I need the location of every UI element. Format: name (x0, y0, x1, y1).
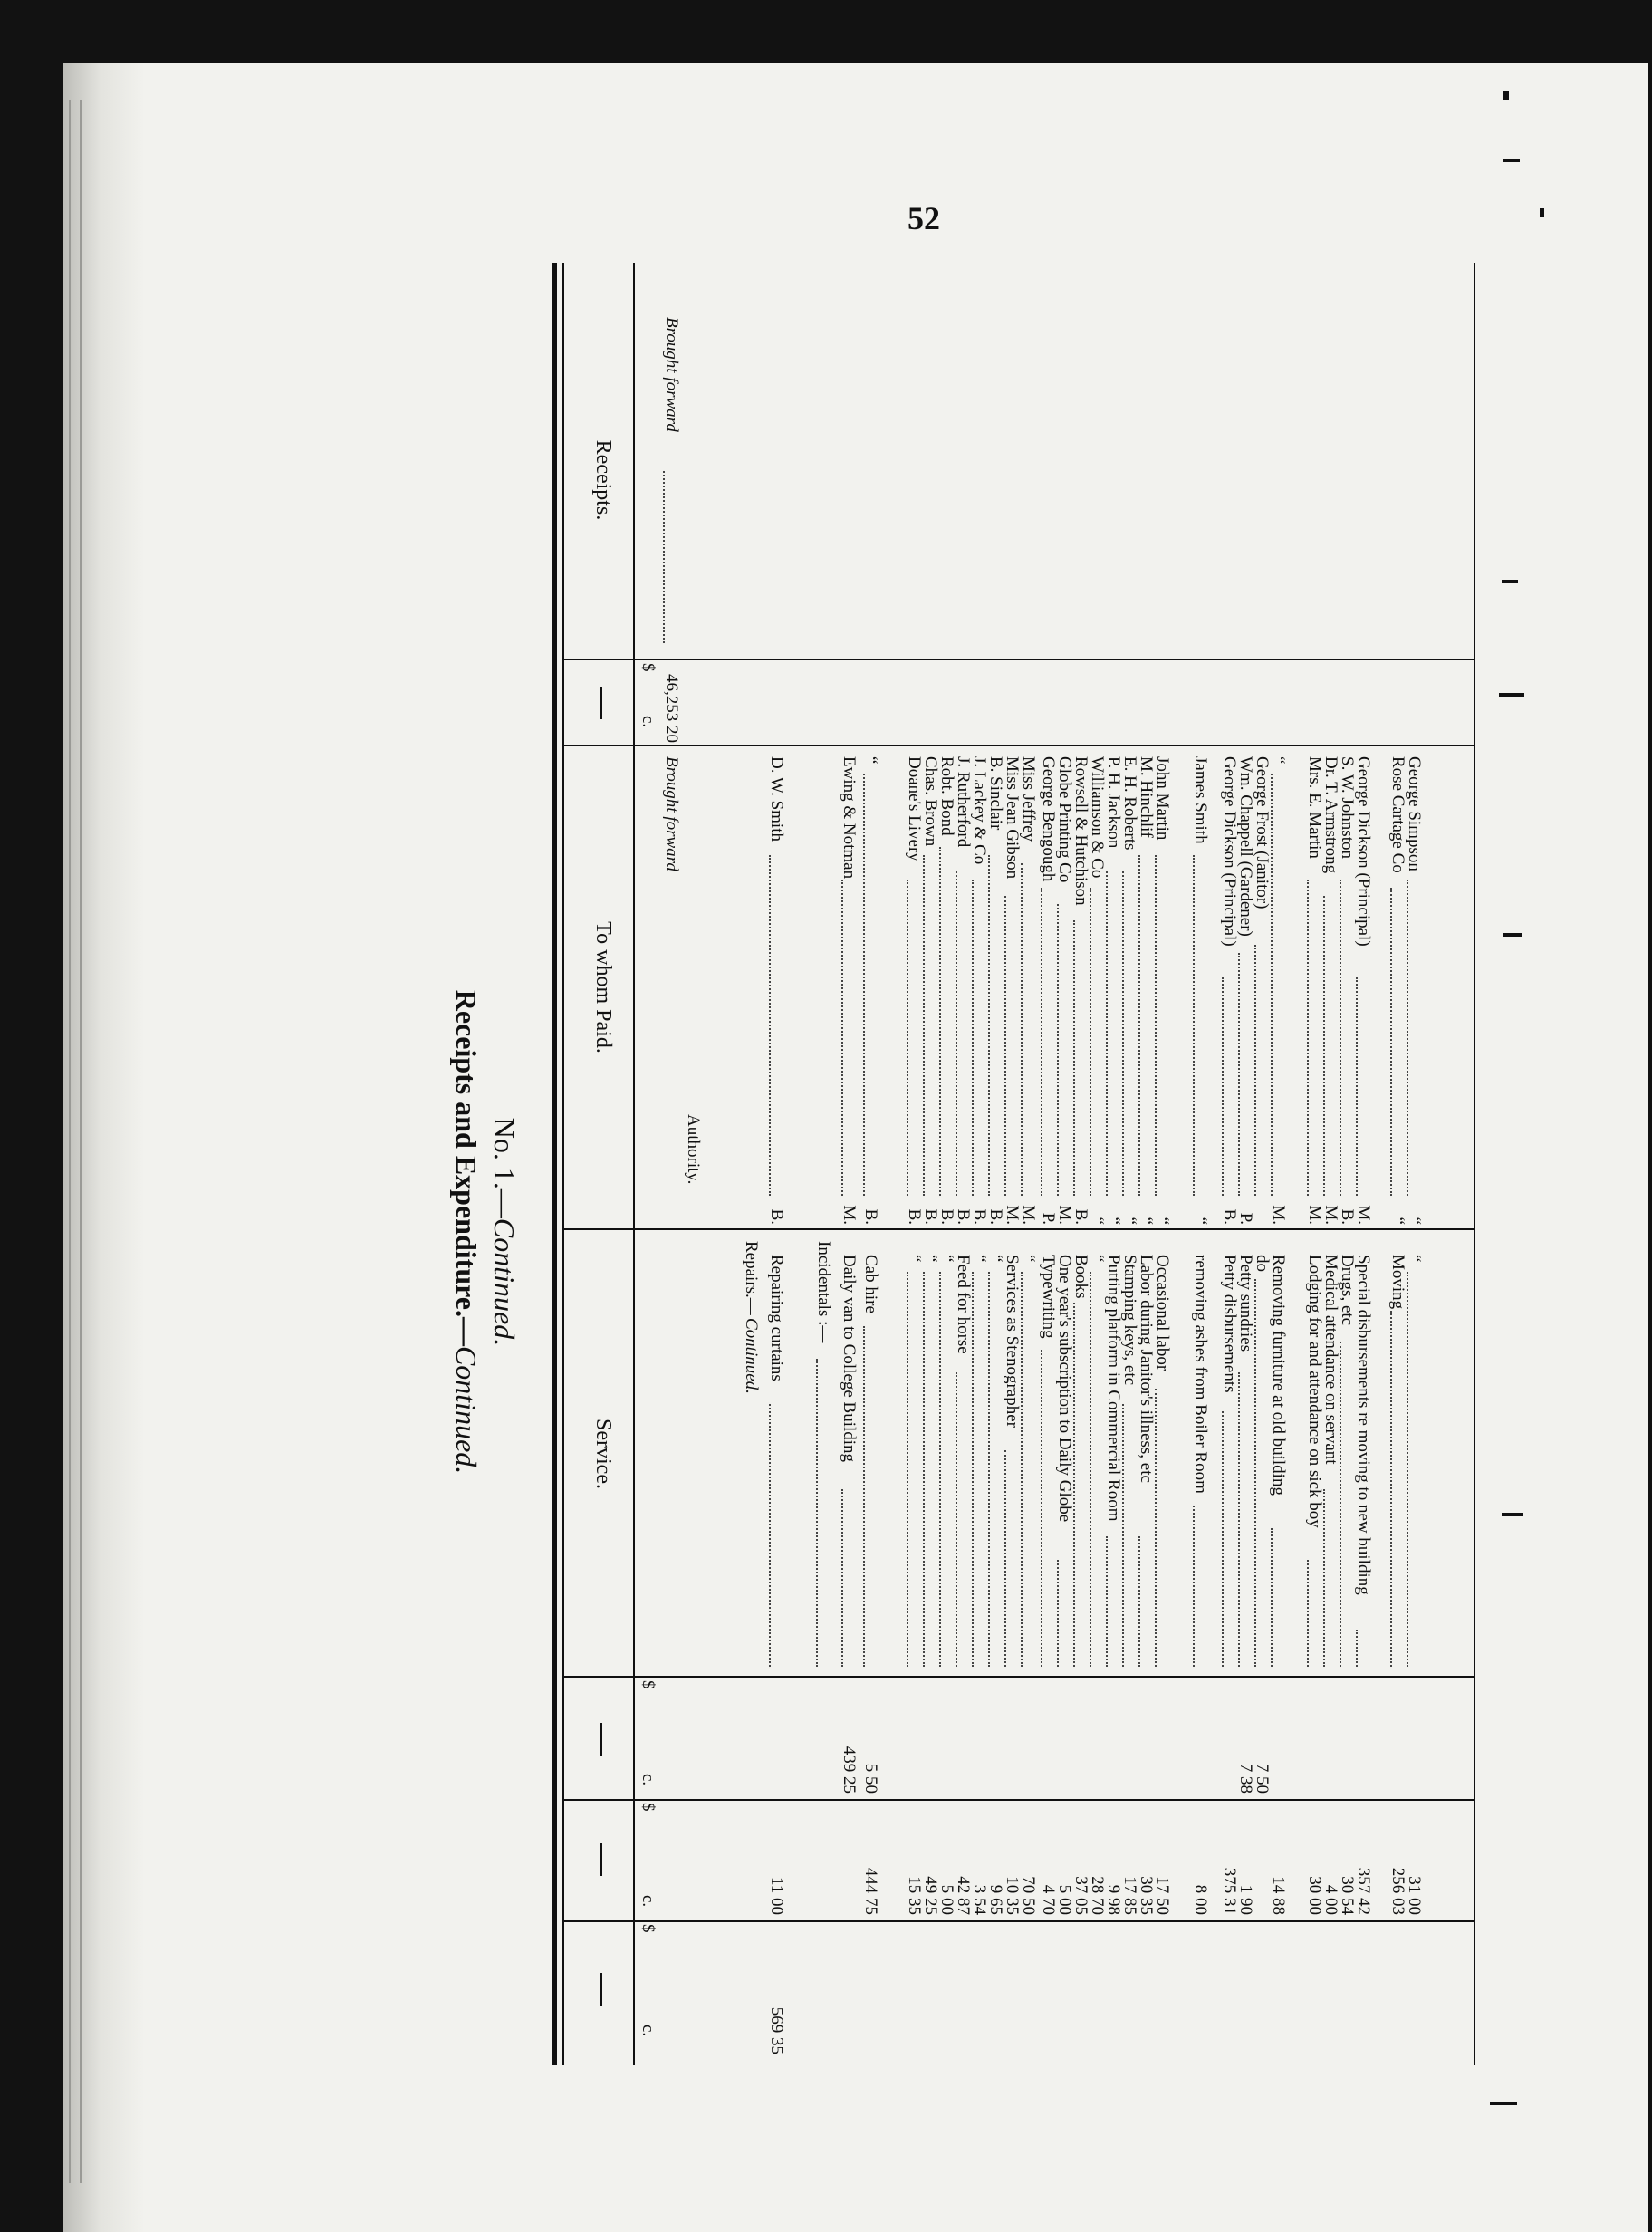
leader-dots (1407, 880, 1408, 1196)
leader-dots (1390, 888, 1392, 1196)
amount-second-column: 8 00 (1191, 1884, 1210, 1915)
amount-second-column: 5 00 (937, 1884, 956, 1915)
leader-dots (1356, 1630, 1358, 1667)
leader-dots (663, 471, 665, 643)
service-description: removing ashes from Boiler Room (1191, 1255, 1210, 1494)
service-description: Lodging for and attendance on sick boy (1305, 1255, 1324, 1528)
authority-code: B. (861, 1208, 880, 1225)
service-description: “ (921, 1255, 940, 1263)
scan-speck (1540, 208, 1544, 217)
currency-label: $ (639, 1803, 658, 1812)
payee-brought-forward-label: Brought forward (662, 756, 681, 871)
authority-code: B. (1338, 1208, 1357, 1225)
amount-second-column: 444 75 (861, 1867, 880, 1915)
leader-dots (1307, 1560, 1309, 1667)
payee-name: Miss Jeffrey (1019, 756, 1038, 842)
leader-dots (1122, 1404, 1124, 1667)
leader-dots (1340, 1342, 1341, 1667)
service-description: Special disbursements re moving to new building (1354, 1255, 1373, 1595)
payee-name: Dr. T. Armstrong (1321, 756, 1340, 874)
amount-second-column: 1 90 (1236, 1884, 1255, 1915)
payee-name: “ (861, 756, 880, 765)
scan-speck (1502, 1513, 1523, 1516)
scan-speck (1490, 2102, 1517, 2105)
amount-second-column: 30 54 (1338, 1876, 1357, 1915)
authority-code: M. (1003, 1205, 1022, 1225)
leader-dots (1271, 1528, 1273, 1667)
leader-dots (1307, 880, 1309, 1196)
payee-name: George Dickson (Principal) (1354, 756, 1373, 947)
authority-code: “ (1153, 1217, 1172, 1225)
amount-second-column: 15 35 (905, 1876, 924, 1915)
blank-column-header-dash (600, 1723, 602, 1756)
leader-dots (1254, 945, 1256, 1196)
authority-code: B. (1071, 1208, 1090, 1225)
service-description: “ (1019, 1255, 1038, 1263)
authority-code: B. (937, 1208, 956, 1225)
amount-second-column: 3 54 (970, 1884, 989, 1915)
leader-dots (1021, 1272, 1023, 1667)
amount-second-column: 37 05 (1071, 1876, 1090, 1915)
authority-code: B. (954, 1208, 973, 1225)
payee-name: Rose Cartage Co (1388, 756, 1407, 873)
service-heading-continued: Continued. (742, 1318, 761, 1394)
title-prefix: No. 1.— (488, 1117, 521, 1218)
authority-code: B. (767, 1208, 786, 1225)
scan-speck (1503, 933, 1522, 937)
currency-label: $ (639, 663, 658, 672)
service-description: Putting platform in Commercial Room (1104, 1255, 1123, 1522)
authority-code: M. (1019, 1205, 1038, 1225)
blank-column-header-dash (600, 1973, 602, 2006)
service-description: Services as Stenographer (1003, 1255, 1022, 1428)
service-description: Medical attendance on servant (1321, 1255, 1340, 1465)
payee-name: B. Sinclair (986, 756, 1005, 831)
service-description: Petty disbursements (1220, 1255, 1239, 1393)
leader-dots (1073, 920, 1075, 1196)
amount-first-column: 5 50 (861, 1763, 880, 1794)
authority-code: “ (1191, 1217, 1210, 1225)
leader-dots (956, 1372, 957, 1667)
page-edge-line (69, 100, 71, 2183)
payee-name: George Frost (Janitor) (1253, 756, 1272, 909)
payee-name: Williamson & Co (1088, 756, 1107, 879)
leader-dots (1122, 871, 1124, 1196)
leader-dots (1222, 977, 1224, 1196)
leader-dots (972, 880, 974, 1196)
service-heading: Repairs.— (742, 1241, 761, 1315)
page-edge-line (80, 100, 82, 2183)
service-header: Service. (591, 1419, 615, 1489)
payee-name: Miss Jean Gibson (1003, 756, 1022, 880)
leader-dots (841, 880, 843, 1196)
leader-dots (1155, 855, 1157, 1196)
authority-code: “ (1137, 1217, 1156, 1225)
payee-name: J. Rutherford (954, 756, 973, 848)
authority-code: B. (905, 1208, 924, 1225)
service-description: “ (986, 1255, 1005, 1263)
leader-dots (1390, 1311, 1392, 1667)
payee-name: Ewing & Notman (840, 756, 859, 880)
payee-name: Wm. Chappell (Gardener) (1236, 756, 1255, 937)
leader-dots (923, 1272, 925, 1667)
service-description: Occasional labor (1153, 1255, 1172, 1371)
leader-dots (863, 774, 865, 1196)
service-description: Repairing curtains (767, 1255, 786, 1381)
scan-speck (1502, 580, 1518, 583)
service-description: Books (1071, 1255, 1090, 1299)
amount-first-column: 7 38 (1236, 1763, 1255, 1794)
payee-col-rule (562, 1228, 1475, 1230)
leader-dots (939, 1272, 941, 1667)
leader-dots (1090, 1272, 1091, 1667)
amount-second-column: 10 35 (1003, 1876, 1022, 1915)
blank-column-header-dash (600, 1843, 602, 1876)
amount-second-column: 375 31 (1220, 1867, 1239, 1915)
service-description: Feed for horse (954, 1255, 973, 1354)
amount-second-column: 17 50 (1153, 1876, 1172, 1915)
payee-name: George Simpson (1405, 756, 1424, 871)
authority-code: M. (1354, 1205, 1373, 1225)
leader-dots (1057, 1560, 1059, 1667)
service-description: Drugs, etc (1338, 1255, 1357, 1326)
authority-code: B. (1220, 1208, 1239, 1225)
payee-name: E. H. Roberts (1120, 756, 1139, 851)
header-rule (633, 263, 635, 2065)
payee-name: Rowsell & Hutchison (1071, 756, 1090, 906)
leader-dots (988, 855, 990, 1196)
authority-code: M. (1321, 1205, 1340, 1225)
scan-speck (1499, 693, 1524, 697)
amount-first-column: 7 50 (1253, 1763, 1272, 1794)
leader-dots (1021, 863, 1023, 1196)
rotated-ledger (349, 263, 1475, 2082)
service-description: “ (1405, 1255, 1424, 1263)
leader-dots (1193, 1506, 1195, 1667)
leader-dots (1073, 1303, 1075, 1667)
leader-dots (1004, 1450, 1006, 1667)
leader-dots (1323, 896, 1325, 1196)
authority-code: “ (1104, 1217, 1123, 1225)
payee-name: S. W. Johnston (1338, 756, 1357, 859)
authority-code: “ (1405, 1217, 1424, 1225)
service-description: Typewriting (1039, 1255, 1058, 1339)
leader-dots (1271, 774, 1273, 1196)
service-description: Cab hire (861, 1255, 880, 1313)
leader-dots (1407, 1272, 1408, 1667)
leader-dots (1323, 1489, 1325, 1667)
amount-second-column: 17 85 (1120, 1876, 1139, 1915)
amount-second-column: 357 42 (1354, 1867, 1373, 1915)
leader-dots (1041, 1350, 1042, 1667)
payee-name: Globe Printing Co (1055, 756, 1074, 883)
payee-name: George Bengough (1039, 756, 1058, 882)
payee-name: P. H. Jackson (1104, 756, 1123, 849)
payee-name: Chas. Brown (921, 756, 940, 847)
authority-code: “ (1088, 1217, 1107, 1225)
leader-dots (1238, 1372, 1240, 1667)
payee-name: James Smith (1191, 756, 1210, 844)
page-edge-shadow (63, 63, 145, 2232)
leader-dots (1356, 977, 1358, 1196)
service-description: Stamping keys, etc (1120, 1255, 1139, 1386)
amount-total-column: 569 35 (767, 2006, 786, 2054)
leader-dots (923, 855, 925, 1196)
leader-dots (907, 1272, 908, 1667)
amount-second-column: 5 00 (1055, 1884, 1074, 1915)
document-subtitle (449, 888, 483, 1576)
service-description: Petty sundries (1236, 1255, 1255, 1352)
payee-name: Doane's Livery (905, 756, 924, 861)
payee-name: “ (1269, 756, 1288, 765)
currency-label: $ (639, 1680, 658, 1689)
service-description: “ (937, 1255, 956, 1263)
payee-name: Robt. Bond (937, 756, 956, 836)
amount-second-column: 49 25 (921, 1876, 940, 1915)
payee-name: J. Lackey & Co (970, 756, 989, 865)
leader-dots (816, 1359, 818, 1667)
payee-name: Mrs. E. Martin (1305, 756, 1324, 859)
leader-dots (1041, 888, 1042, 1196)
amount-second-column: 4 00 (1321, 1884, 1340, 1915)
amount-first-column: 439 25 (840, 1746, 859, 1794)
document-title (487, 888, 521, 1576)
service-description: One year's subscription to Daily Globe (1055, 1255, 1074, 1523)
amount-second-column: 9 98 (1104, 1884, 1123, 1915)
amount-second-column: 70 50 (1019, 1876, 1038, 1915)
service-description: Daily van to College Building (840, 1255, 859, 1463)
authority-label: Authority. (684, 1114, 703, 1185)
authority-code: B. (970, 1208, 989, 1225)
leader-dots (1057, 904, 1059, 1196)
authority-code: B. (921, 1208, 940, 1225)
service-description: Labor during Janitor's illness, etc (1137, 1255, 1156, 1483)
c1-col-rule (562, 1799, 1475, 1801)
amount-second-column: 30 35 (1137, 1876, 1156, 1915)
amount-second-column: 256 03 (1388, 1867, 1407, 1915)
sum-bracket (1234, 1799, 1262, 1801)
payee-name: D. W. Smith (767, 756, 786, 842)
to-whom-paid-header: To whom Paid. (591, 921, 615, 1053)
payee-name: M. Hinchlif (1137, 756, 1156, 838)
leader-dots (1340, 880, 1341, 1196)
receipts-col-rule (562, 659, 1475, 660)
receipts-brought-forward-amount: 46,253 20 (662, 674, 681, 743)
leader-dots (1155, 1389, 1157, 1667)
leader-dots (972, 1272, 974, 1667)
ledger-table (555, 263, 1475, 2065)
page-number: 52 (908, 200, 940, 236)
leader-dots (956, 871, 957, 1196)
scan-speck (1503, 91, 1509, 100)
authority-code: M. (840, 1205, 859, 1225)
amount-second-column: 28 70 (1088, 1876, 1107, 1915)
amount-second-column: 30 00 (1305, 1876, 1324, 1915)
currency-label: $ (639, 1924, 658, 1933)
authority-code: M. (1305, 1205, 1324, 1225)
authority-code: M. (1269, 1205, 1288, 1225)
receipts-brought-forward-label: Brought forward (662, 317, 681, 432)
authority-code: “ (1120, 1217, 1139, 1225)
service-description: “ (1088, 1255, 1107, 1263)
amount-second-column: 42 87 (954, 1876, 973, 1915)
leader-dots (863, 1326, 865, 1667)
cents-label: c. (639, 2025, 658, 2037)
leader-dots (939, 847, 941, 1196)
blank-column-header-dash (600, 687, 602, 719)
sum-bracket (854, 1799, 887, 1801)
authority-code: M. (1055, 1205, 1074, 1225)
leader-dots (1254, 1279, 1256, 1667)
amount-second-column: 11 00 (767, 1876, 786, 1915)
c2-col-rule (562, 1920, 1475, 1922)
table-top-rule (552, 263, 557, 2065)
leader-dots (1138, 855, 1140, 1196)
amount-second-column: 9 65 (986, 1884, 1005, 1915)
amount-second-column: 31 00 (1405, 1876, 1424, 1915)
payee-name: John Martin (1153, 756, 1172, 841)
authority-code: B. (986, 1208, 1005, 1225)
leader-dots (1222, 1411, 1224, 1667)
leader-dots (1106, 871, 1108, 1196)
leader-dots (1193, 855, 1195, 1196)
receipts-header: Receipts. (591, 439, 615, 521)
leader-dots (1138, 1536, 1140, 1667)
leader-dots (988, 1272, 990, 1667)
table-bottom-rule (1474, 263, 1475, 2065)
sum-bracket (744, 1920, 787, 1922)
leader-dots (769, 855, 771, 1196)
subtitle-continued: Continued. (450, 1345, 483, 1475)
leader-dots (1106, 1536, 1108, 1667)
authority-code: P. (1236, 1212, 1255, 1225)
subtitle-prefix: Receipts and Expenditure.— (450, 989, 483, 1346)
service-description: do (1253, 1255, 1272, 1272)
leader-dots (907, 880, 908, 1196)
service-description: Moving (1388, 1255, 1407, 1310)
service-description: “ (970, 1255, 989, 1263)
service-description: Removing furniture at old building (1269, 1255, 1288, 1496)
service-col-rule (562, 1676, 1475, 1678)
leader-dots (1090, 888, 1091, 1196)
cents-label: c. (639, 1895, 658, 1908)
service-description: Incidentals :— (814, 1241, 833, 1343)
leader-dots (769, 1404, 771, 1667)
title-continued: Continued. (488, 1217, 521, 1347)
table-top-rule-thin (562, 263, 564, 2065)
leader-dots (1238, 953, 1240, 1196)
authority-code: “ (1388, 1217, 1407, 1225)
amount-second-column: 14 88 (1269, 1876, 1288, 1915)
cents-label: c. (639, 1774, 658, 1786)
amount-col-rule (562, 745, 1475, 746)
leader-dots (841, 1489, 843, 1667)
authority-code: P. (1039, 1212, 1058, 1225)
payee-name: George Dickson (Principal) (1220, 756, 1239, 947)
scan-speck (1503, 159, 1520, 162)
cents-label: c. (639, 716, 658, 728)
service-description: “ (905, 1255, 924, 1263)
amount-second-column: 4 70 (1039, 1884, 1058, 1915)
leader-dots (1004, 896, 1006, 1196)
